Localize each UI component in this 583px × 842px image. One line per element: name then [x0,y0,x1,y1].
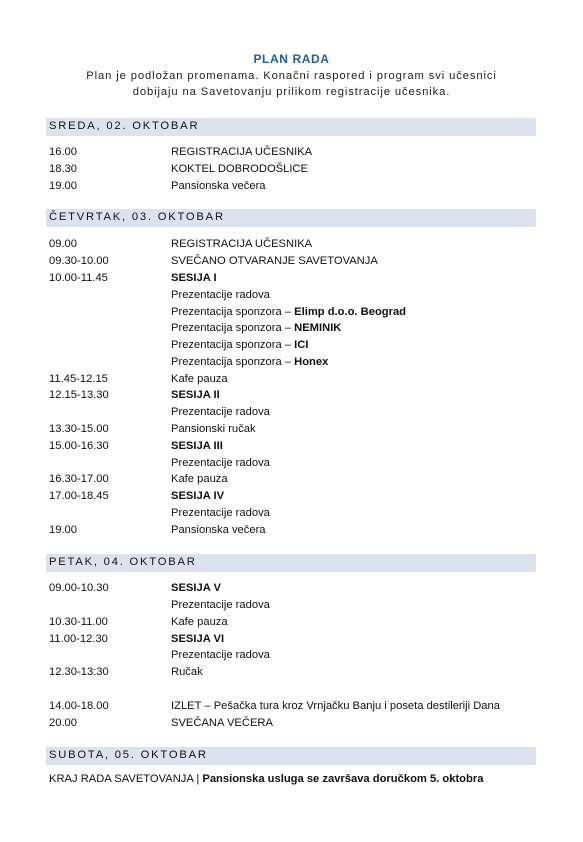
schedule-row [49,599,539,616]
schedule-time: 12.30-13:30 [49,666,109,678]
schedule-time: 10.00-11.45 [49,272,108,284]
schedule-row [49,440,539,457]
schedule-row [49,582,539,599]
day-header-subota [46,747,536,765]
sponsor-presentation [171,339,308,351]
schedule-time: 11.00-12.30 [49,633,108,645]
schedule-time: 11.45-12.15 [49,373,108,385]
schedule-item: Prezentacije radova [171,507,270,519]
schedule-row [49,339,539,356]
schedule-item: Kafe pauza [171,616,228,628]
closing-note [49,773,483,785]
sponsor-prefix: Prezentacija sponzora – [171,339,295,351]
schedule-row [49,272,539,289]
schedule-row [49,423,539,440]
schedule-item: Pansionska večera [171,180,266,192]
day-header-label: ČETVRTAK, 03. OKTOBAR [49,211,225,223]
schedule-row [49,616,539,633]
sponsor-presentation [171,322,341,334]
session-label: SESIJA II [171,389,220,401]
schedule-item: REGISTRACIJA UČESNIKA [171,146,313,158]
schedule-row [49,389,539,406]
schedule-row [49,473,539,490]
schedule-time: 09.30-10.00 [49,255,109,267]
day-header-sreda [46,118,536,136]
schedule-item: IZLET – Pešačka tura kroz Vrnjačku Banju i poseta destileriji Dana [171,700,500,712]
closing-note-detail: Pansionska usluga se završava doručkom 5. oktobra [202,773,484,785]
schedule-item: Prezentacije radova [171,599,270,611]
schedule-time: 19.00 [49,524,77,536]
schedule-row [49,666,539,683]
schedule-row [49,717,539,734]
schedule-row [49,306,539,323]
schedule-item: Kafe pauza [171,373,228,385]
schedule-time: 10.30-11.00 [49,616,108,628]
schedule-item: Prezentacije radova [171,289,270,301]
schedule-time: 17.00-18.45 [49,490,109,502]
schedule-item: KOKTEL DOBRODOŠLICE [171,163,308,175]
sponsor-name: ICI [294,339,309,351]
schedule-item: Prezentacije radova [171,457,270,469]
schedule-row [49,490,539,507]
page-title: PLAN RADA [253,52,330,66]
day-header-label: SUBOTA, 05. OKTOBAR [49,749,208,761]
schedule-row [49,507,539,524]
session-label: SESIJA IV [171,490,225,502]
session-label: SESIJA VI [171,633,225,645]
schedule-row [49,255,539,272]
schedule-row [49,373,539,390]
schedule-time: 16.30-17.00 [49,473,109,485]
session-label: SESIJA V [171,582,221,594]
sponsor-prefix: Prezentacija sponzora – [171,356,295,368]
session-label: SESIJA III [171,440,223,452]
schedule-time: 16.00 [49,146,77,158]
sponsor-name: Honex [294,356,329,368]
schedule-row [49,180,539,197]
schedule-item: Ručak [171,666,203,678]
schedule-time: 14.00-18.00 [49,700,109,712]
schedule-item: Kafe pauza [171,473,228,485]
sponsor-presentation [171,356,328,368]
sponsor-name: NEMINIK [294,322,342,334]
schedule-row [49,633,539,650]
schedule-item: Prezentacije radova [171,406,270,418]
schedule-row [49,457,539,474]
day-header-label: SREDA, 02. OKTOBAR [49,120,200,132]
day-header-petak [46,554,536,572]
schedule-time: 13.30-15.00 [49,423,109,435]
schedule-item: SVEČANA VEČERA [171,717,273,729]
schedule-time: 09.00 [49,238,77,250]
schedule-time: 20.00 [49,717,77,729]
session-label: SESIJA I [171,272,217,284]
day-header-label: PETAK, 04. OKTOBAR [49,556,197,568]
schedule-row [49,163,539,180]
schedule-item: Prezentacije radova [171,649,270,661]
schedule-row [49,700,539,717]
schedule-row [49,406,539,423]
schedule-row [49,238,539,255]
sponsor-prefix: Prezentacija sponzora – [171,306,295,318]
schedule-item: SVEČANO OTVARANJE SAVETOVANJA [171,255,378,267]
schedule-row [49,289,539,306]
schedule-item: Pansionska večera [171,524,266,536]
schedule-item: REGISTRACIJA UČESNIKA [171,238,313,250]
schedule-item: Pansionski ručak [171,423,256,435]
schedule-row [49,524,539,541]
schedule-row [49,146,539,163]
schedule-time: 12.15-13.30 [49,389,109,401]
schedule-time: 19.00 [49,180,77,192]
closing-note-main: KRAJ RADA SAVETOVANJA | [49,773,203,785]
schedule-time: 09.00-10.30 [49,582,109,594]
page-subtitle-line-2: dobijaju na Savetovanju prilikom registracije učesnika. [132,86,451,98]
schedule-row [49,322,539,339]
schedule-row [49,356,539,373]
sponsor-presentation [171,306,406,318]
page-subtitle-line-1: Plan je podložan promenama. Konačni raspored i program svi učesnici [86,70,497,82]
day-header-cetvrtak [46,209,536,227]
schedule-time: 18.30 [49,163,77,175]
sponsor-name: Elimp d.o.o. Beograd [294,306,407,318]
schedule-time: 15.00-16.30 [49,440,109,452]
schedule-row [49,649,539,666]
sponsor-prefix: Prezentacija sponzora – [171,322,295,334]
